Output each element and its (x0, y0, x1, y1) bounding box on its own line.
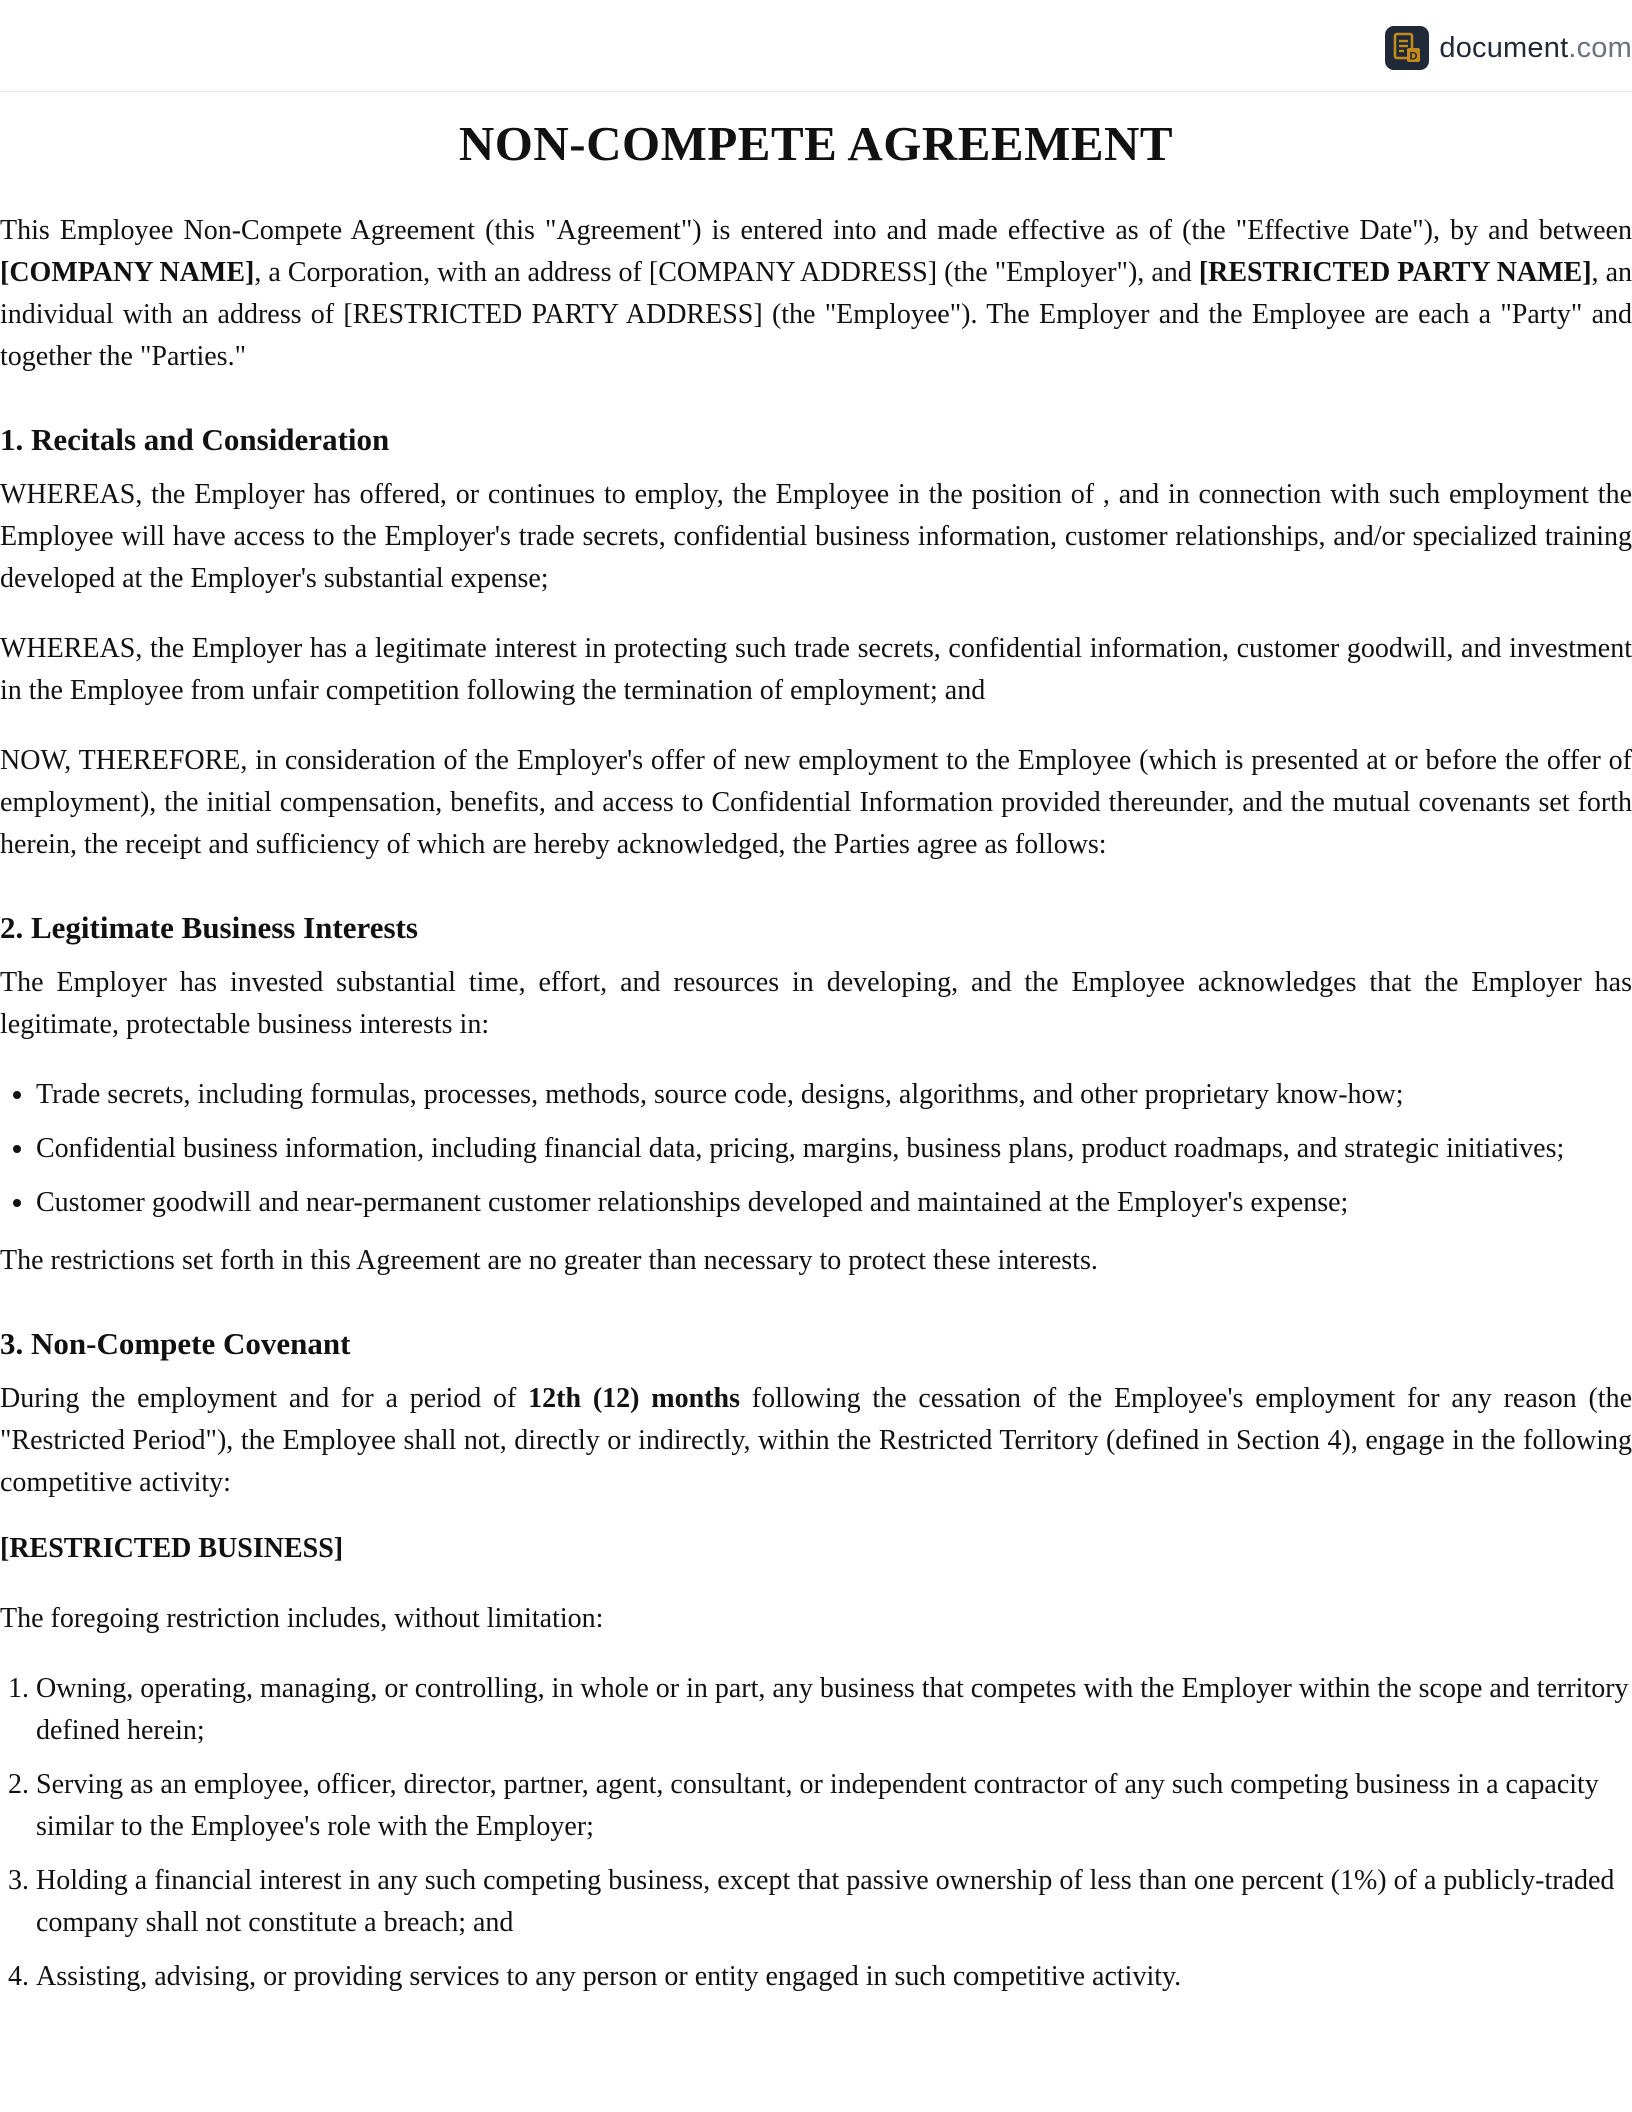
intro-paragraph (0, 210, 1632, 378)
section-3-paragraph-2: The foregoing restriction includes, without limitation: (0, 1603, 604, 1634)
section-3-paragraph-1 (0, 1378, 1632, 1504)
document-logo-icon (1385, 26, 1429, 70)
document-body (0, 92, 1632, 2010)
intro-text-2: , a Corporation, with an address of [COMPANY ADDRESS] (the "Employer"), and (254, 257, 1199, 288)
list-item: 3. Holding a financial interest in any such competing business, except that passive ownership of less than one percent (1%) of a publicly-traded company shall not constitute a breach; and (36, 1860, 1632, 1944)
restricted-party-placeholder: [RESTRICTED PARTY NAME] (1198, 257, 1592, 288)
section-1-paragraph-1: WHEREAS, the Employer has offered, or continues to employ, the Employee in the position of , and in connection with such employment the Employee will have access to the Employer's trade secrets, confidential business information, customer relationships, and/or specialized training developed at the Employer's substantial expense; (0, 479, 1632, 594)
section-2-paragraph-1: The Employer has invested substantial time, effort, and resources in developing, and the Employee acknowledges that the Employer has legitimate, protectable business interests in: (0, 967, 1632, 1040)
section-3-heading: 3. Non-Compete Covenant (0, 1326, 351, 1361)
section-2-paragraph-2: The restrictions set forth in this Agreement are no greater than necessary to protect these interests. (0, 1245, 1098, 1276)
brand-tld: .com (1568, 31, 1632, 64)
document-title: NON-COMPETE AGREEMENT (458, 116, 1174, 171)
intro-text-1: This Employee Non-Compete Agreement (this "Agreement") is entered into and made effective as of (the "Effective Date"), by and between (0, 215, 1632, 246)
list-item: • Customer goodwill and near-permanent customer relationships developed and maintained at the Employer's expense; (36, 1182, 1632, 1224)
covenant-text-2: following the cessation of the Employee's employment for any reason (the "Restricted Period"), the Employee shall not, directly or indirectly, within the Restricted Territory (defined in Section 4), engage in the following competitive activity: (0, 1383, 1632, 1498)
svg-text:D: D (1409, 50, 1418, 63)
list-item: 4. Assisting, advising, or providing services to any person or entity engaged in such competitive activity. (36, 1956, 1632, 1998)
brand-name: document (1439, 31, 1569, 64)
section-2-heading: 2. Legitimate Business Interests (0, 910, 418, 945)
section-1-paragraph-3: NOW, THEREFORE, in consideration of the Employer's offer of new employment to the Employee (which is presented at or before the offer of employment), the initial compensation, benefits, and access to Confidential Information provided thereunder, and the mutual covenants set forth herein, the receipt and sufficiency of which are hereby acknowledged, the Parties agree as follows: (0, 745, 1632, 860)
brand-wordmark (1439, 32, 1632, 65)
company-name-placeholder: [COMPANY NAME] (0, 257, 255, 288)
intro-text-3: , an individual with an address of [RESTRICTED PARTY ADDRESS] (the "Employee"). The Employer and the Employee are each a "Party" and together the "Parties." (0, 257, 1632, 372)
covenant-text-1: During the employment and for a period of (0, 1383, 529, 1414)
restricted-period-value: 12th (12) months (528, 1383, 740, 1414)
list-item: 2. Serving as an employee, officer, director, partner, agent, consultant, or independent contractor of any such competing business in a capacity similar to the Employee's role with the Employer; (36, 1764, 1632, 1848)
section-1-paragraph-2: WHEREAS, the Employer has a legitimate interest in protecting such trade secrets, confidential information, customer goodwill, and investment in the Employee from unfair competition following the termination of employment; and (0, 633, 1632, 706)
brand-logo[interactable] (1385, 24, 1632, 72)
list-item: • Trade secrets, including formulas, processes, methods, source code, designs, algorithms, and other proprietary know-how; (36, 1074, 1632, 1116)
restricted-business-placeholder: [RESTRICTED BUSINESS] (0, 1533, 344, 1564)
section-1-heading: 1. Recitals and Consideration (0, 422, 390, 457)
top-bar (0, 0, 1632, 92)
interests-list (0, 1074, 1632, 1224)
restrictions-list (0, 1668, 1632, 1998)
list-item: 1. Owning, operating, managing, or controlling, in whole or in part, any business that competes with the Employer within the scope and territory defined herein; (36, 1668, 1632, 1752)
list-item: • Confidential business information, including financial data, pricing, margins, business plans, product roadmaps, and strategic initiatives; (36, 1128, 1632, 1170)
